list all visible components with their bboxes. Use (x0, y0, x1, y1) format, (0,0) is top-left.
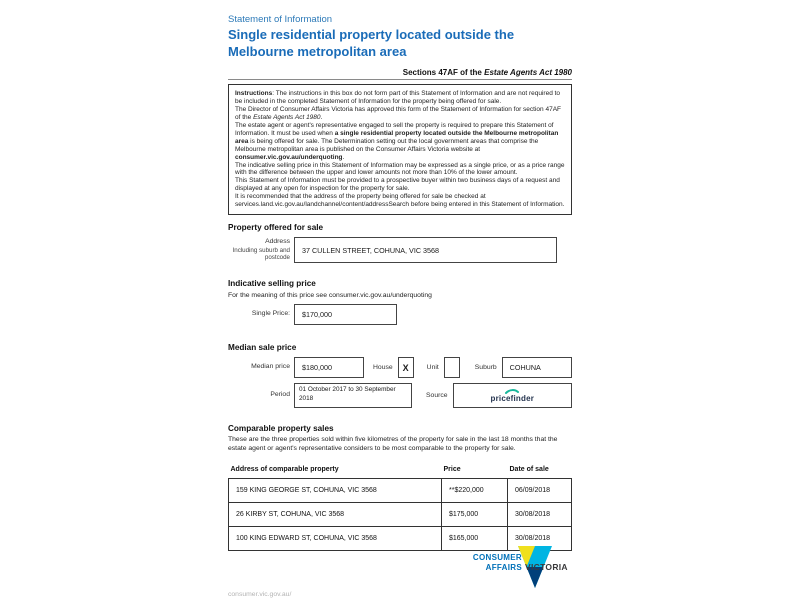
section-heading-indicative-price: Indicative selling price (228, 279, 316, 289)
comparable-price: $175,000 (442, 503, 508, 527)
address-row (228, 237, 572, 263)
col-header-address: Address of comparable property (230, 466, 339, 474)
doc-type-label: Statement of Information (228, 14, 333, 25)
period-row (228, 383, 572, 408)
median-price-label: Median price (251, 363, 290, 371)
table-row (229, 503, 572, 527)
col-header-price: Price (443, 466, 461, 474)
pricefinder-logo (491, 389, 535, 403)
section-heading-comparable-sales: Comparable property sales (228, 424, 334, 434)
comparable-address: 100 KING EDWARD ST, COHUNA, VIC 3568 (229, 527, 442, 551)
address-field[interactable]: 37 CULLEN STREET, COHUNA, VIC 3568 (294, 237, 557, 263)
instructions-paragraph-5: This Statement of Information must be provided to a prospective buyer within two business days of a request and displayed at any open for inspection for the property for sale. (235, 177, 560, 193)
source-field[interactable] (453, 383, 572, 408)
indicative-price-note: For the meaning of this price see consumer.vic.gov.au/underquoting (228, 292, 432, 300)
house-checkbox[interactable]: X (398, 357, 414, 378)
address-label-main: Address (265, 238, 290, 246)
address-label (228, 238, 290, 262)
document-page (228, 0, 572, 551)
comparable-address: 26 KIRBY ST, COHUNA, VIC 3568 (229, 503, 442, 527)
median-price-row (228, 357, 572, 378)
pricefinder-swoosh-icon (504, 389, 520, 394)
house-label: House (373, 364, 393, 372)
period-field[interactable]: 01 October 2017 to 30 September 2018 (294, 383, 412, 408)
single-price-row (228, 304, 572, 325)
logo-text-victoria: VICTORIA (525, 562, 568, 572)
act-reference: Sections 47AF of the Estate Agents Act 1980 (402, 68, 572, 78)
col-header-date: Date of sale (509, 466, 549, 474)
instructions-paragraph-3: The estate agent or agent's representative engaged to sell the property is required to prepare this Statement of Information. It must be used when a single residential property located outside the Melbourne metropolitan area is being offered for sale. The Determination setting out the local government areas that comprise the Melbourne metropolitan area is published on the Consumer Affairs Victoria website at consumer.vic.gov.au/underquoting. (235, 121, 559, 161)
logo-text-consumer: CONSUMER (472, 553, 522, 562)
suburb-label: Suburb (474, 364, 497, 372)
comparable-date: 30/08/2018 (508, 527, 572, 551)
comparable-price: $165,000 (442, 527, 508, 551)
doc-title: Single residential property located outside the Melbourne metropolitan area (228, 27, 515, 59)
pricefinder-wordmark: pricefinder (490, 393, 535, 403)
single-price-field[interactable]: $170,000 (294, 304, 397, 325)
source-label: Source (426, 392, 448, 400)
footer-url: consumer.vic.gov.au/ (228, 591, 292, 598)
single-price-label: Single Price: (251, 310, 290, 318)
section-heading-property: Property offered for sale (228, 223, 324, 233)
address-label-sub: Including suburb and postcode (232, 246, 290, 262)
comparable-sales-table (228, 466, 572, 551)
instructions-paragraph-2: The Director of Consumer Affairs Victoria has approved this form of the Statement of Information for section 47AF of the Estate Agents Act 1980. (235, 106, 561, 122)
table-header-row (229, 466, 572, 479)
comparable-date: 06/09/2018 (508, 479, 572, 503)
period-label: Period (270, 391, 290, 399)
instructions-paragraph-4: The indicative selling price in this Statement of Information may be expressed as a single price, or as a price range with the difference between the upper and lower amounts not more than 10% of the lower amount. (235, 161, 565, 177)
header-divider (228, 79, 572, 80)
comparable-date: 30/08/2018 (508, 503, 572, 527)
instructions-paragraph-1: Instructions: The instructions in this box do not form part of this Statement of Information and are not required to be included in the completed Statement of Information for the property being offered for sale. (235, 90, 561, 106)
table-row (229, 479, 572, 503)
comparable-price: **$220,000 (442, 479, 508, 503)
comparable-address: 159 KING GEORGE ST, COHUNA, VIC 3568 (229, 479, 442, 503)
unit-checkbox[interactable] (444, 357, 460, 378)
instructions-paragraph-6: It is recommended that the address of the property being offered for sale be checked at services.land.vic.gov.au/landchannel/content/addressSearch before being entered in this Statement of Information. (235, 193, 565, 209)
median-price-field[interactable]: $180,000 (294, 357, 364, 378)
suburb-field[interactable]: COHUNA (502, 357, 572, 378)
section-heading-median-price: Median sale price (228, 343, 297, 353)
unit-label: Unit (426, 364, 439, 372)
comparable-sales-description: These are the three properties sold within five kilometres of the property for sale in the last 18 months that the estate agent or agent's representative considers to be most comparable to the property for sale. (228, 436, 558, 453)
consumer-affairs-victoria-logo (470, 546, 576, 596)
instructions-box (228, 84, 572, 215)
logo-text-affairs: AFFAIRS (485, 563, 522, 572)
